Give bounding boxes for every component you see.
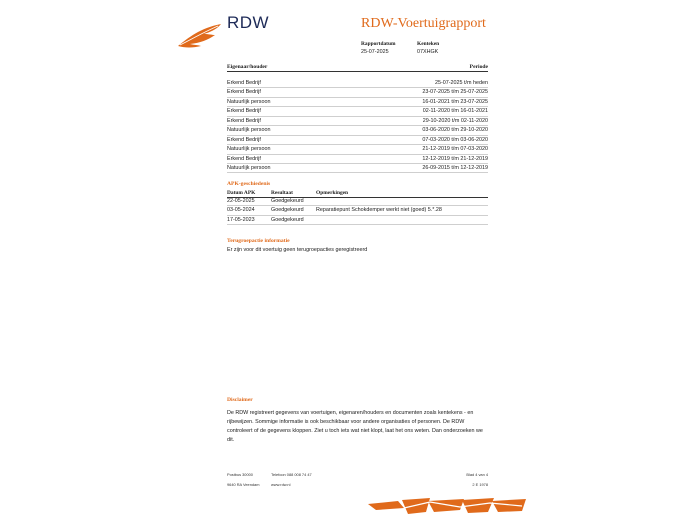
apk-result: Goedgekeurd	[271, 198, 304, 204]
owner-column-header: Eigenaar/houder	[227, 64, 268, 70]
apk-result: Goedgekeurd	[271, 207, 304, 214]
owner-period: 03-06-2020 t/m 29-10-2020	[422, 127, 488, 134]
footer-phone: Telefoon 088 008 74 47	[271, 472, 312, 477]
owner-row	[227, 164, 488, 173]
footer-address	[227, 470, 259, 490]
owner-period: 07-03-2020 t/m 03-06-2020	[422, 136, 488, 143]
owner-type: Erkend Bedrijf	[227, 80, 261, 86]
report-date-block	[361, 40, 395, 56]
report-date-label: Rapportdatum	[361, 41, 396, 47]
disclaimer-title: Disclaimer	[227, 397, 253, 403]
footer-city: 9640 RA Veendam	[227, 482, 260, 487]
apk-remarks-header: Opmerkingen	[316, 190, 349, 196]
owner-row	[227, 155, 488, 164]
owner-type: Erkend Bedrijf	[227, 108, 261, 115]
decorative-swoosh-icon	[368, 498, 528, 514]
footer-web: www.rdw.nl	[271, 482, 291, 487]
report-title: RDW-Voertuigrapport	[361, 16, 486, 31]
owner-table-header	[227, 64, 488, 72]
period-column-header: Periode	[469, 64, 488, 70]
footer-contact	[271, 470, 312, 490]
owner-type: Erkend Bedrijf	[227, 117, 261, 124]
recall-section-title: Terugroepactie informatie	[227, 238, 290, 244]
owner-table	[227, 79, 488, 173]
report-date-value: 25-07-2025	[361, 49, 389, 55]
owner-type: Natuurlijk persoon	[227, 127, 271, 134]
owner-type: Natuurlijk persoon	[227, 146, 271, 153]
footer-postbox: Postbus 30000	[227, 472, 253, 477]
owner-row	[227, 126, 488, 135]
apk-date: 17-05-2023	[227, 216, 255, 223]
owner-period: 26-09-2015 t/m 12-12-2019	[422, 164, 488, 171]
owner-row	[227, 107, 488, 116]
apk-table	[227, 197, 488, 225]
apk-section-title: APK-geschiedenis	[227, 181, 271, 187]
footer-page-info	[430, 470, 488, 490]
recall-text: Er zijn voor dit voertuig geen terugroepacties geregistreerd	[227, 247, 368, 253]
owner-type: Natuurlijk persoon	[227, 164, 271, 171]
owner-type: Natuurlijk persoon	[227, 98, 271, 105]
plate-value: 07XHGK	[417, 49, 439, 55]
apk-remarks: Reparatiepunt Schokdemper werkt niet (goed) 5.*.28	[316, 207, 442, 214]
apk-date: 03-05-2024	[227, 207, 255, 214]
owner-period: 12-12-2019 t/m 21-12-2019	[422, 155, 488, 162]
apk-date: 22-05-2025	[227, 198, 255, 204]
plate-label: Kenteken	[417, 41, 440, 47]
owner-row	[227, 98, 488, 107]
owner-row	[227, 136, 488, 145]
owner-type: Erkend Bedrijf	[227, 155, 261, 162]
plate-block	[417, 40, 439, 56]
owner-row	[227, 79, 488, 88]
owner-type: Erkend Bedrijf	[227, 136, 261, 143]
owner-type: Erkend Bedrijf	[227, 89, 261, 96]
brand-name: RDW	[227, 13, 270, 32]
footer-code: 2 E 1978	[472, 482, 488, 487]
footer-page-number: Blad 4 van 4	[466, 472, 488, 477]
apk-row	[227, 206, 488, 215]
owner-period: 16-01-2021 t/m 23-07-2025	[422, 98, 488, 105]
apk-date-header: Datum APK	[227, 190, 256, 196]
apk-row	[227, 197, 488, 206]
apk-result-header: Resultaat	[271, 190, 293, 196]
apk-result: Goedgekeurd	[271, 216, 304, 223]
owner-row	[227, 117, 488, 126]
owner-period: 25-07-2025 t/m heden	[434, 80, 488, 86]
disclaimer-text: De RDW registreert gegevens van voertuigen, eigenaren/houders en documenten zoals kentekens - en rijbewijzen. Sommige informatie is ook beschikbaar voor andere organisaties of personen. De RDW controleert of de gegevens kloppen. Ziet u toch iets wat niet klopt, laat het ons weten. Dan onderzoeken we dit.	[227, 410, 483, 443]
owner-period: 23-07-2025 t/m 25-07-2025	[422, 89, 488, 96]
owner-period: 02-11-2020 t/m 16-01-2021	[422, 108, 488, 115]
owner-row	[227, 88, 488, 97]
owner-row	[227, 145, 488, 154]
owner-period: 21-12-2019 t/m 07-03-2020	[422, 146, 488, 153]
apk-row	[227, 216, 488, 225]
rdw-feather-logo-icon	[176, 22, 222, 48]
owner-period: 29-10-2020 t/m 02-11-2020	[422, 117, 488, 124]
